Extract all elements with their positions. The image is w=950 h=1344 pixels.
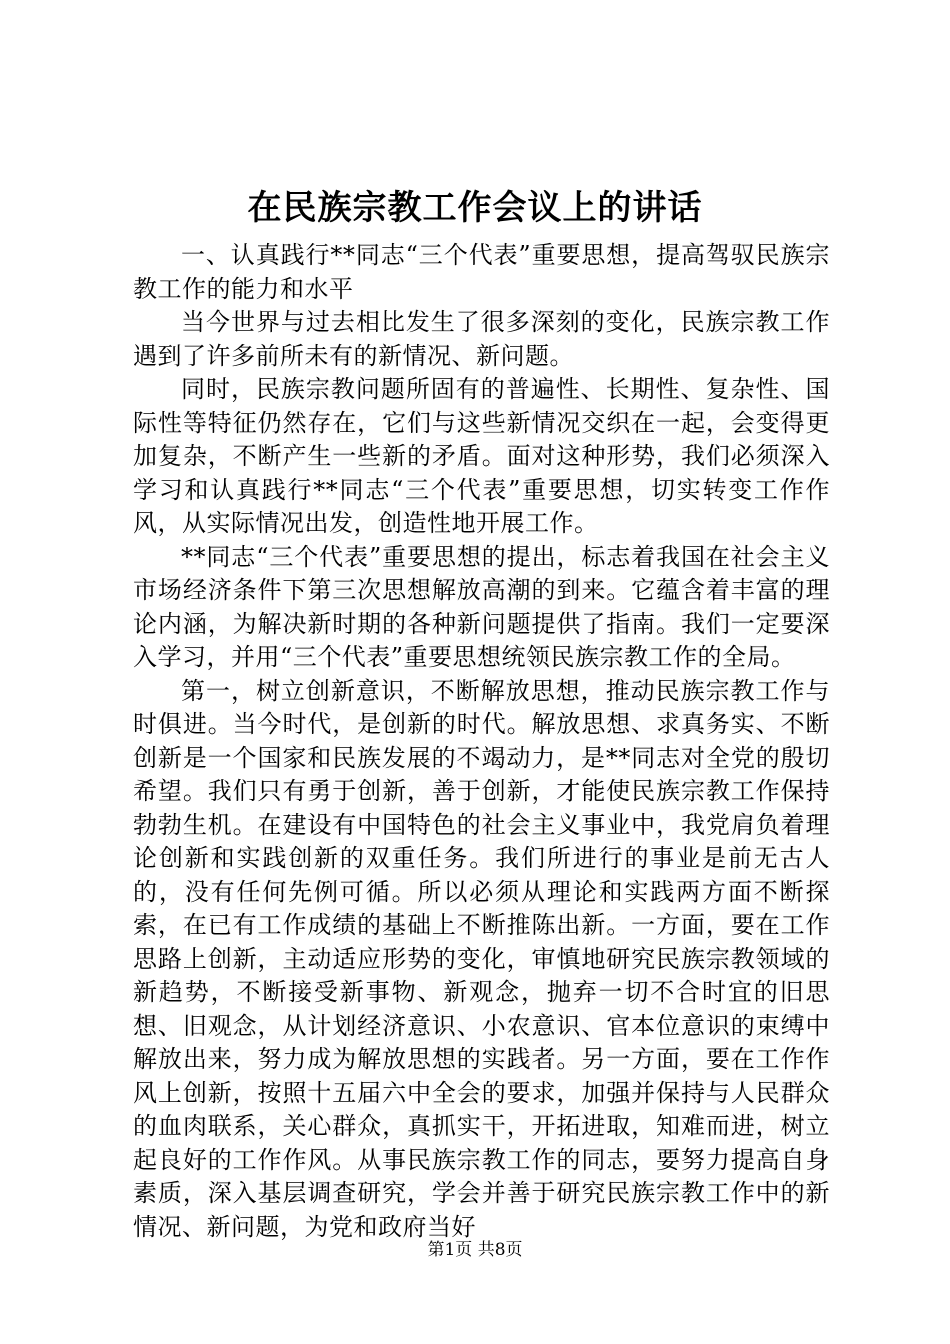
body-paragraph: 同时，民族宗教问题所固有的普遍性、长期性、复杂性、国际性等特征仍然存在，它们与这些新情况交织在一起，会变得更加复杂，不断产生一些新的矛盾。面对这种形势，我们必须深入学习和认真践行**同志“三个代表”重要思想，切实转变工作作风，从实际情况出发，创造性地开展工作。	[133, 375, 830, 537]
document-body	[133, 239, 830, 1244]
page-number-footer: 第1页 共8页	[427, 1240, 523, 1260]
body-paragraph: 当今世界与过去相比发生了很多深刻的变化，民族宗教工作遇到了许多前所未有的新情况、新问题。	[133, 308, 830, 370]
body-paragraph: **同志“三个代表”重要思想的提出，标志着我国在社会主义市场经济条件下第三次思想解放高潮的到来。它蕴含着丰富的理论内涵，为解决新时期的各种新问题提供了指南。我们一定要深入学习，并用“三个代表”重要思想统领民族宗教工作的全局。	[133, 542, 830, 671]
body-paragraph: 第一，树立创新意识，不断解放思想，推动民族宗教工作与时俱进。当今时代，是创新的时代。解放思想、求真务实、不断创新是一个国家和民族发展的不竭动力，是**同志对全党的殷切希望。我们只有勇于创新，善于创新，才能使民族宗教工作保持勃勃生机。在建设有中国特色的社会主义事业中，我党肩负着理论创新和实践创新的双重任务。我们所进行的事业是前无古人的，没有任何先例可循。所以必须从理论和实践两方面不断探索，在已有工作成绩的基础上不断推陈出新。一方面，要在工作思路上创新，主动适应形势的变化，审慎地研究民族宗教领域的新趋势，不断接受新事物、新观念，抛弃一切不合时宜的旧思想、旧观念，从计划经济意识、小农意识、官本位意识的束缚中解放出来，努力成为解放思想的实践者。另一方面，要在工作作风上创新，按照十五届六中全会的要求，加强并保持与人民群众的血肉联系，关心群众，真抓实干，开拓进取，知难而进，树立起良好的工作作风。从事民族宗教工作的同志，要努力提高自身素质，深入基层调查研究，学会并善于研究民族宗教工作中的新情况、新问题，为党和政府当好	[133, 676, 830, 1241]
document-title: 在民族宗教工作会议上的讲话	[247, 188, 703, 228]
heading-paragraph: 一、认真践行**同志“三个代表”重要思想，提高驾驭民族宗教工作的能力和水平	[133, 241, 830, 303]
